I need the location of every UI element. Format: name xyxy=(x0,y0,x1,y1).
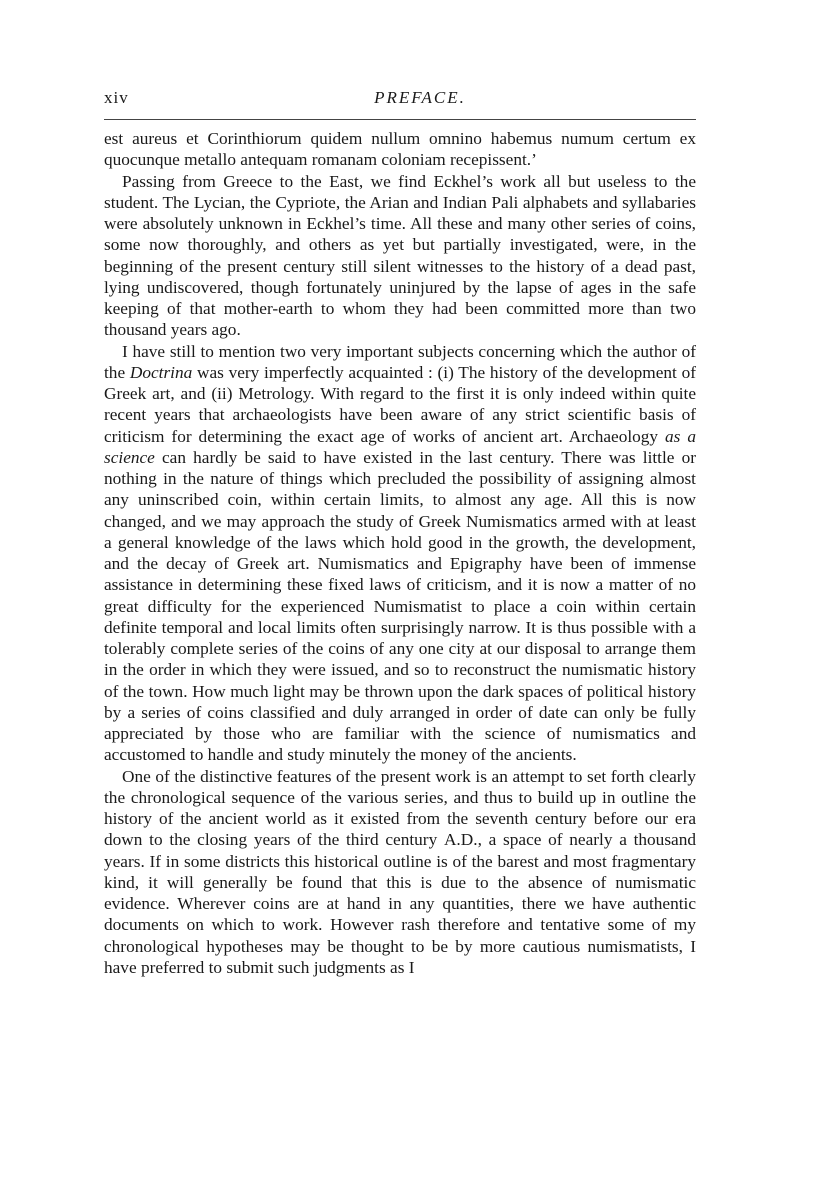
header-rule xyxy=(104,119,696,120)
ad-small-caps: A.D. xyxy=(443,830,478,850)
page-number: xiv xyxy=(104,88,129,107)
paragraph-1: est aureus et Corinthiorum quidem nullum omnino habemus numum certum ex quocunque metallo antequam romanam coloniam recepissent.’ xyxy=(104,129,696,170)
paragraph-3-text-c: can hardly be said to have existed in the last century. There was little or nothing in the nature of things which precluded the possibility of assigning almost any uninscribed coin, within certain limits, to almost any age. All this is now changed, and we may approach the study of Greek Numismatics armed with at least a general knowledge of the laws which hold good in the growth, the development, and the decay of Greek art. Numismatics and Epigraphy have been of immense assistance in determining these fixed laws of criticism, and it is now a matter of no great difficulty for the experienced Numismatist to place a coin within certain definite temporal and local limits often surprisingly narrow. It is thus possible with a tolerably complete series of the coins of any one city at our disposal to arrange them in the order in which they were issued, and so to reconstruct the numismatic history of the town. How much light may be thrown upon the dark spaces of political history by a series of coins classified and duly arranged in order of date can only be fully appreciated by those who are familiar with the science of numismatics and accustomed to handle and study minutely the money of the ancients. xyxy=(104,447,696,765)
paragraph-3-text-a: I have still to mention two very important subjects concerning which the author of the xyxy=(104,341,696,382)
paragraph-4-text-a: One of the distinctive features of the present work is an attempt to set forth clearly the chronological sequence of the various series, and thus to build up in outline the history of the ancient world as it existed from the seventh century before our era down to the closing years of the third century xyxy=(104,766,696,850)
running-head xyxy=(104,88,696,112)
doctrina-italic: Doctrina xyxy=(129,362,193,382)
paragraph-4 xyxy=(104,766,696,979)
body-text xyxy=(104,128,696,978)
paragraph-4-text-b: , a space of nearly a thousand years. If in some districts this historical outline is of the barest and most fragmentary kind, it will generally be found that this is due to the absence of numismatic evidence. Wherever coins are at hand in any quantities, there we have authentic documents on which to work. However rash therefore and tentative some of my chronological hypotheses may be thought to be by more cautious numismatists, I have preferred to submit such judgments as I xyxy=(104,830,697,977)
running-title: PREFACE. xyxy=(374,88,466,107)
as-a-science-italic: as a science xyxy=(104,426,697,467)
paragraph-3-text-b: was very imperfectly acquainted : (i) The history of the development of Greek art, and (ii) Metrology. With regard to the first it is only indeed within quite recent years that archaeologists have been aware of any strict scientific basis of criticism for determining the exact age of works of ancient art. Archaeology xyxy=(104,362,696,446)
paragraph-3 xyxy=(104,341,696,766)
paragraph-2: Passing from Greece to the East, we find Eckhel’s work all but useless to the student. The Lycian, the Cypriote, the Arian and Indian Pali alphabets and syllabaries were absolutely unknown in Eckhel’s time. All these and many other series of coins, some now thoroughly, and others as yet but partially investigated, were, in the beginning of the present century still silent witnesses to the history of a dead past, lying undiscovered, though fortunately uninjured by the lapse of ages in the safe keeping of that mother-earth to whom they had been committed more than two thousand years ago. xyxy=(104,171,696,340)
